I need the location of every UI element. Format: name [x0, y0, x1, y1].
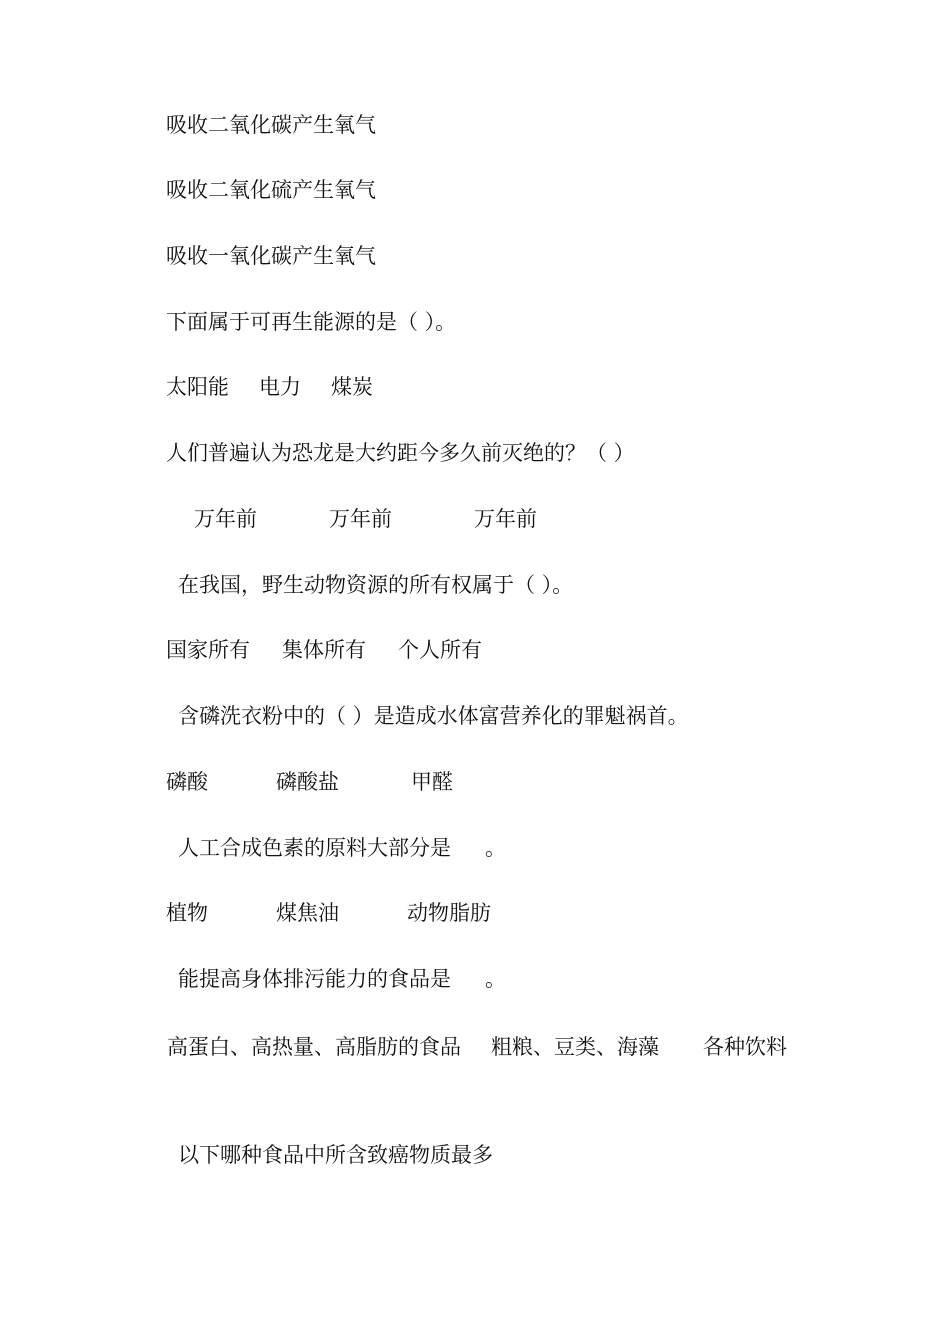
options-pigment — [166, 899, 491, 927]
option-text: 粗粮、豆类、海藻 — [491, 1035, 659, 1059]
question-period: 。 — [485, 836, 506, 860]
option-text: 高蛋白、高热量、高脂肪的食品 — [167, 1035, 461, 1059]
options-ownership — [166, 636, 482, 664]
question-text: 能提高身体排污能力的食品是 — [178, 967, 451, 991]
option-text: 煤焦油 — [276, 901, 339, 925]
option-text: 煤炭 — [331, 375, 373, 399]
option-text: 集体所有 — [282, 638, 366, 662]
option-line-co2: 吸收二氧化碳产生氧气 — [166, 113, 376, 137]
option-text: 万年前 — [474, 507, 537, 531]
option-text: 动物脂肪 — [407, 901, 491, 925]
question-pigment — [178, 834, 506, 862]
option-line-co: 吸收一氧化碳产生氧气 — [166, 244, 376, 268]
question-dinosaur: 人们普遍认为恐龙是大约距今多久前灭绝的？（ ） — [166, 441, 635, 465]
option-text: 太阳能 — [166, 375, 229, 399]
options-food — [145, 1026, 805, 1068]
options-dinosaur — [194, 505, 537, 533]
question-detox-food — [178, 965, 506, 993]
question-carcinogen: 以下哪种食品中所含致癌物质最多 — [178, 1143, 493, 1167]
option-text: 万年前 — [194, 507, 257, 531]
options-phosphate — [166, 768, 453, 796]
option-text: 植物 — [166, 901, 208, 925]
question-renewable-energy: 下面属于可再生能源的是（ ）。 — [166, 310, 457, 334]
options-energy — [166, 373, 373, 401]
option-text: 甲醛 — [411, 770, 453, 794]
option-text: 电力 — [259, 375, 301, 399]
option-text: 各种饮料 — [703, 1035, 787, 1059]
option-text: 国家所有 — [166, 638, 250, 662]
question-text: 人工合成色素的原料大部分是 — [178, 836, 451, 860]
option-text: 磷酸 — [166, 770, 208, 794]
option-text: 磷酸盐 — [276, 770, 339, 794]
option-text: 个人所有 — [398, 638, 482, 662]
option-text: 万年前 — [329, 507, 392, 531]
option-line-so2: 吸收二氧化硫产生氧气 — [166, 178, 376, 202]
question-wildlife-ownership: 在我国，野生动物资源的所有权属于（ ）。 — [178, 573, 574, 597]
question-phosphate: 含磷洗衣粉中的（ ）是造成水体富营养化的罪魁祸首。 — [178, 704, 689, 728]
question-period: 。 — [485, 967, 506, 991]
